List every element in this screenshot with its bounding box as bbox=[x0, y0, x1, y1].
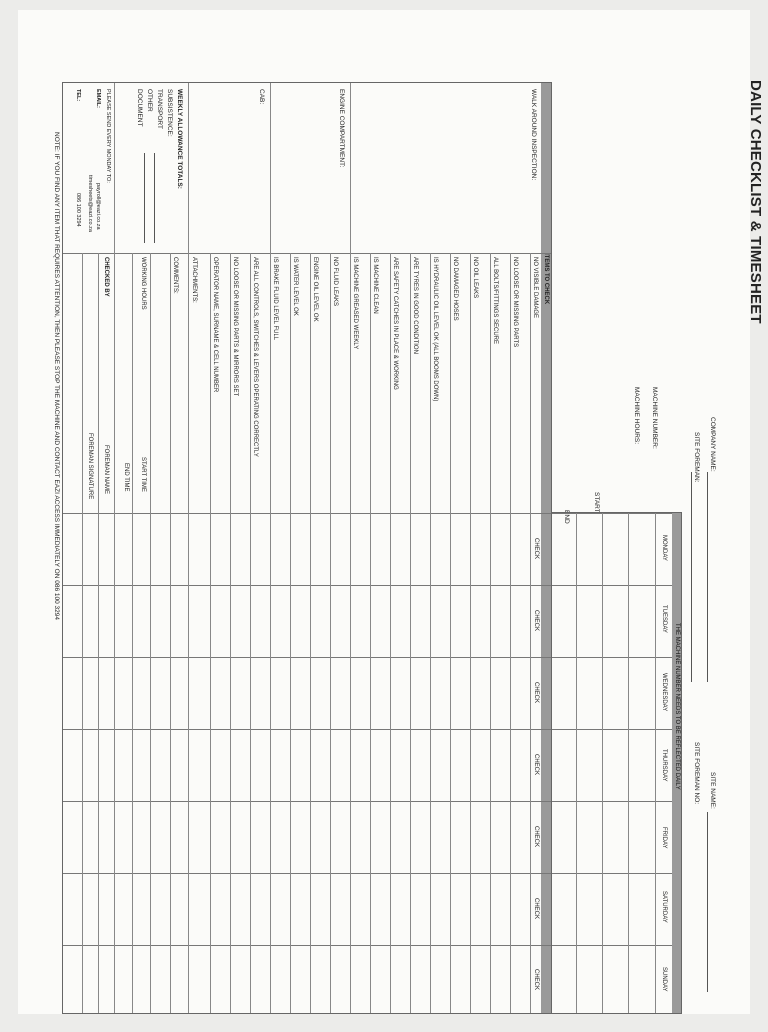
site-name-field[interactable] bbox=[707, 812, 708, 992]
item-engine-oil: ENGINE OIL LEVEL OK bbox=[312, 257, 318, 322]
item-brake-fluid: IS BRAKE FLUID LEVEL FULL bbox=[272, 257, 278, 341]
email-payroll: payroll@eazi.co.za bbox=[95, 183, 101, 230]
machine-hours-end-label: END bbox=[563, 510, 570, 524]
foreman-signature-label: FOREMAN SIGNATURE bbox=[87, 433, 93, 500]
start-time-label: START TIME bbox=[140, 457, 146, 492]
allowance-other: OTHER bbox=[146, 89, 153, 112]
tel-label: TEL: bbox=[75, 89, 81, 102]
allowance-transport: TRANSPORT bbox=[156, 89, 163, 129]
machine-hours-start-label: START bbox=[593, 492, 600, 513]
item-bolts-secure: ALL BOLTS/FITTINGS SECURE bbox=[492, 257, 498, 345]
allowance-title: WEEKLY ALLOWANCE TOTALS: bbox=[176, 89, 183, 189]
check-monday: CHECK bbox=[533, 538, 539, 560]
site-foreman-label: SITE FOREMAN: bbox=[693, 432, 700, 483]
item-hydraulic-oil: IS HYDRAULIC OIL LEVEL OK (ALL BOOMS DOWN) bbox=[432, 257, 438, 402]
item-operator-name: OPERATOR NAME, SURNAME & CELL NUMBER bbox=[212, 257, 218, 393]
paper-page bbox=[18, 10, 764, 1014]
send-note: PLEASE SEND EVERY MONDAY TO: bbox=[105, 89, 111, 183]
items-header: ITEMS TO CHECK bbox=[543, 253, 549, 305]
item-attachments: ATTACHMENTS: bbox=[191, 257, 197, 303]
check-tuesday: CHECK bbox=[533, 610, 539, 632]
machine-number-label: MACHINE NUMBER: bbox=[651, 387, 658, 449]
allowance-subsistence: SUBSISTENCE: bbox=[166, 89, 173, 137]
check-sunday: CHECK bbox=[533, 969, 539, 991]
item-no-oil-leaks: NO OIL LEAKS bbox=[472, 257, 478, 299]
site-name-label: SITE NAME: bbox=[709, 772, 716, 809]
item-tyres: ARE TYRES IN GOOD CONDITION bbox=[412, 257, 418, 354]
company-name-label: COMPANY NAME: bbox=[709, 417, 716, 472]
reflected-note: THE MACHINE NUMBER NEEDS TO BE REFLECTED DAILY bbox=[674, 623, 680, 790]
day-saturday: SATURDAY bbox=[661, 891, 667, 923]
category-engine: ENGINE COMPARTMENT: bbox=[338, 89, 345, 168]
site-foreman-field[interactable] bbox=[691, 472, 692, 682]
item-machine-clean: IS MACHINE CLEAN bbox=[372, 257, 378, 314]
company-name-field[interactable] bbox=[707, 472, 708, 682]
email-timesheets: timesheets@eazi.co.za bbox=[87, 175, 93, 232]
page-title: DAILY CHECKLIST & TIMESHEET bbox=[747, 80, 764, 324]
item-water-level: IS WATER LEVEL OK bbox=[292, 257, 298, 316]
day-sunday: SUNDAY bbox=[661, 967, 667, 992]
check-thursday: CHECK bbox=[533, 754, 539, 776]
day-monday: MONDAY bbox=[661, 535, 667, 561]
machine-grid bbox=[550, 512, 682, 1014]
other-field[interactable] bbox=[144, 153, 145, 243]
day-thursday: THURSDAY bbox=[661, 749, 667, 782]
category-cab: CAB: bbox=[258, 89, 265, 105]
check-wednesday: CHECK bbox=[533, 682, 539, 704]
day-tuesday: TUESDAY bbox=[661, 605, 667, 633]
check-saturday: CHECK bbox=[533, 898, 539, 920]
foreman-name-label: FOREMAN NAME bbox=[103, 445, 109, 495]
checklist-table bbox=[62, 82, 552, 1014]
item-comments: COMMENTS: bbox=[172, 257, 178, 294]
item-no-loose-parts: NO LOOSE OR MISSING PARTS bbox=[512, 257, 518, 348]
category-walk-around: WALK AROUND INSPECTION: bbox=[530, 89, 537, 181]
item-machine-greased: IS MACHINE GREASED WEEKLY bbox=[352, 257, 358, 350]
item-safety-catches: ARE SAFETY CATCHES IN PLACE & WORKING bbox=[392, 257, 398, 390]
machine-hours-label: MACHINE HOURS: bbox=[633, 387, 640, 445]
site-foreman-no-label: SITE FOREMAN NO: bbox=[693, 742, 700, 805]
check-friday: CHECK bbox=[533, 826, 539, 848]
end-time-label: END TIME bbox=[123, 463, 129, 492]
footer-note: NOTE: IF YOU FIND ANY ITEM THAT REQUIRES ATTENTION, THEN PLEASE STOP THE MACHINE AND CONTACT EAZI ACCESS IMMEDIATELY ON 086 100 3294 bbox=[53, 132, 60, 620]
working-hours-label: WORKING HOURS bbox=[140, 257, 146, 310]
checked-by-label: CHECKED BY bbox=[103, 257, 109, 297]
transport-field[interactable] bbox=[154, 153, 155, 243]
tel-number: 086 100 3294 bbox=[75, 193, 81, 227]
rotated-sheet bbox=[46, 72, 766, 1032]
item-no-fluid-leaks: NO FLUID LEAKS bbox=[332, 257, 338, 307]
item-no-damaged-hoses: NO DAMAGED HOSES bbox=[452, 257, 458, 321]
email-label: EMAIL: bbox=[95, 89, 101, 108]
day-wednesday: WEDNESDAY bbox=[661, 673, 667, 712]
item-mirrors: NO LOOSE OR MISSING PARTS & MIRRORS SET bbox=[232, 257, 238, 397]
item-controls: ARE ALL CONTROLS, SWITCHES & LEVERS OPERATING CORRECTLY bbox=[252, 257, 258, 457]
day-friday: FRIDAY bbox=[661, 827, 667, 849]
item-no-visible-damage: NO VISIBLE DAMAGE bbox=[532, 257, 538, 319]
allowance-document: DOCUMENT bbox=[136, 89, 143, 127]
